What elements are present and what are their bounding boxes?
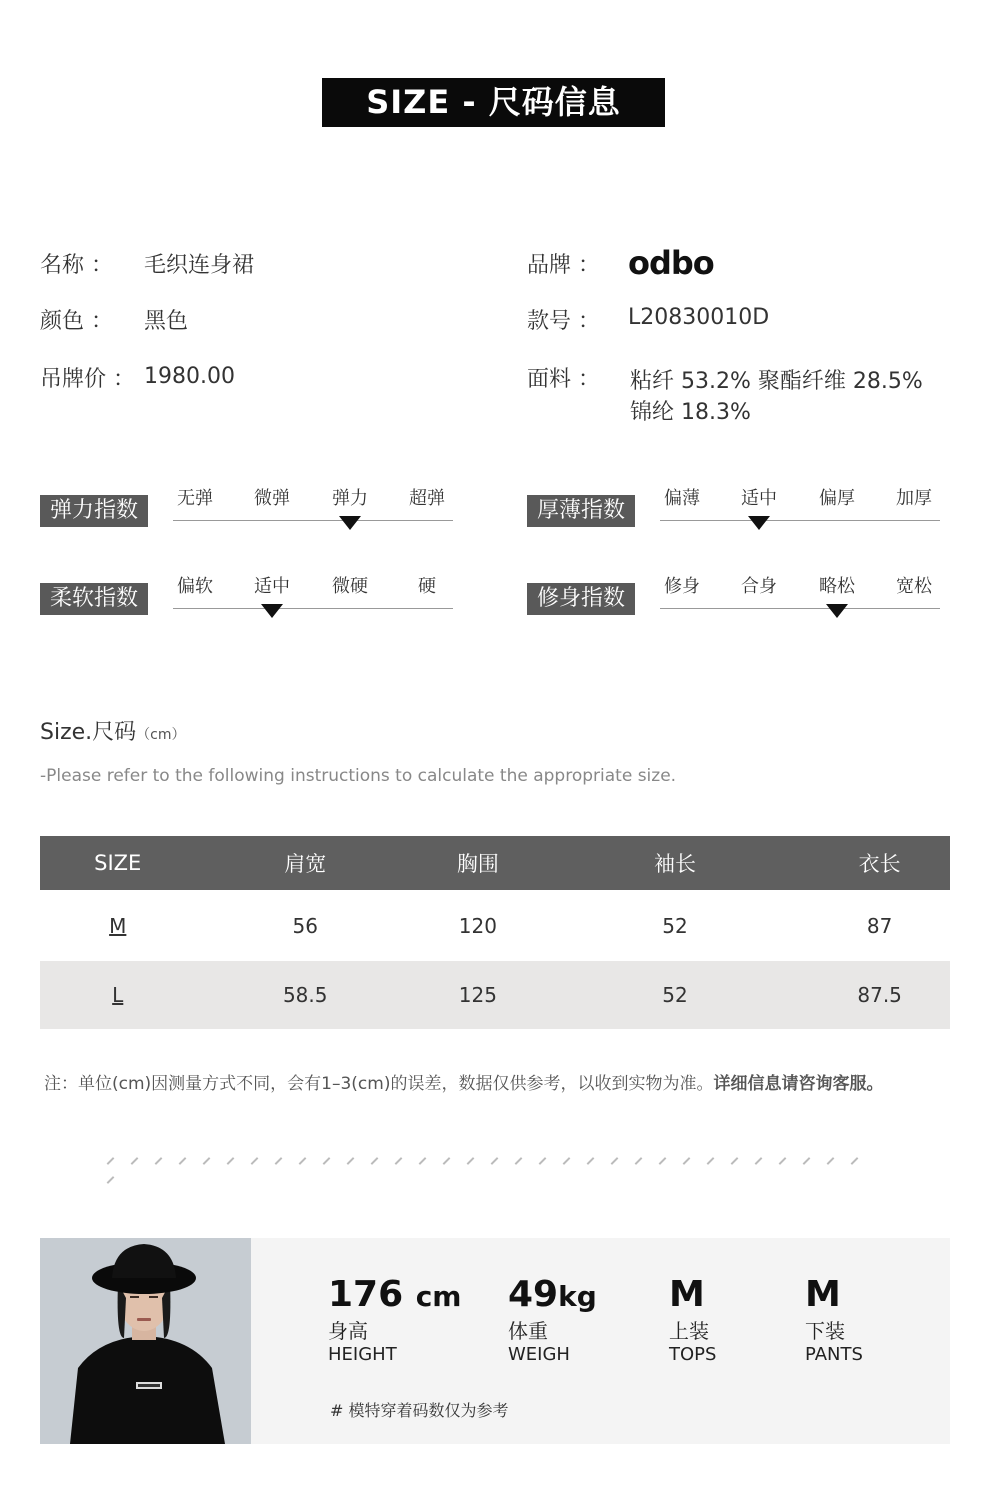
name-value: 毛织连身裙 (144, 253, 255, 278)
sku-value: L20830010D (628, 305, 770, 330)
scale-option: 无弹 (177, 488, 213, 509)
scale-option: 微硬 (332, 576, 368, 597)
scale-option: 合身 (741, 576, 777, 597)
divider-dash (683, 1157, 691, 1165)
divider-dash (611, 1157, 619, 1165)
scale-option: 适中 (741, 488, 777, 509)
chest-cell: 125 (415, 961, 541, 1029)
elasticity-scale (40, 480, 460, 540)
color-label: 颜色 ： (40, 309, 113, 334)
size-cell: M (40, 890, 195, 961)
scale-option: 修身 (664, 576, 700, 597)
divider-dash (179, 1157, 187, 1165)
size-section-title (40, 715, 186, 746)
scale-line (173, 520, 453, 521)
divider-dash (803, 1157, 811, 1165)
footnote-bold: 详细信息请咨询客服。 (713, 1074, 884, 1094)
scale-label: 修身指数 (527, 583, 635, 615)
sku-label: 款号 ： (527, 309, 600, 334)
divider-dash (779, 1157, 787, 1165)
stat-tops (669, 1274, 716, 1365)
scale-option: 宽松 (896, 576, 932, 597)
size-unit: （cm） (136, 727, 186, 743)
brand-logo: odbo (628, 244, 714, 282)
dashed-divider (106, 1150, 886, 1166)
scale-option: 硬 (418, 576, 436, 597)
height-cn: 身高 (328, 1319, 368, 1343)
sleeve-cell: 52 (541, 961, 810, 1029)
divider-dash (347, 1157, 355, 1165)
model-note: # 模特穿着码数仅为参考 (330, 1401, 509, 1420)
length-cell: 87 (809, 890, 950, 961)
divider-dash (371, 1157, 379, 1165)
divider-dash (659, 1157, 667, 1165)
name-label: 名称 ： (40, 253, 113, 278)
height-unit: cm (415, 1280, 462, 1313)
color-value: 黑色 (144, 309, 189, 334)
size-cell: L (40, 961, 195, 1029)
scale-marker-icon (261, 604, 283, 618)
scale-option: 偏薄 (664, 488, 700, 509)
scale-line (660, 520, 940, 521)
divider-dash (539, 1157, 547, 1165)
tops-en: TOPS (669, 1344, 717, 1365)
divider-dash (107, 1176, 115, 1184)
scale-option: 略松 (819, 576, 855, 597)
fabric-label: 面料 ： (527, 367, 600, 392)
weight-en: WEIGH (508, 1344, 570, 1365)
scale-line (660, 608, 940, 609)
divider-dash (707, 1157, 715, 1165)
stat-pants (805, 1274, 863, 1365)
divider-dash (587, 1157, 595, 1165)
size-instruction: -Please refer to the following instructions to calculate the appropriate size. (40, 766, 677, 786)
scale-option: 弹力 (332, 488, 368, 509)
scale-label: 厚薄指数 (527, 495, 635, 527)
fit-scale (527, 568, 947, 628)
height-en: HEIGHT (328, 1344, 397, 1365)
page-title-banner: SIZE - 尺码信息 (322, 78, 665, 127)
scale-label: 弹力指数 (40, 495, 148, 527)
scale-marker-icon (339, 516, 361, 530)
brand-label: 品牌 ： (527, 253, 600, 278)
table-row (40, 961, 950, 1029)
divider-dash (251, 1157, 259, 1165)
shoulder-cell: 58.5 (195, 961, 415, 1029)
divider-dash (443, 1157, 451, 1165)
col-header-size: SIZE (40, 836, 195, 890)
weight-number: 49 (508, 1274, 559, 1315)
stat-weight (508, 1274, 597, 1365)
col-header-shoulder: 肩宽 (195, 836, 415, 890)
divider-dash (275, 1157, 283, 1165)
scale-option: 超弹 (409, 488, 445, 509)
divider-dash (731, 1157, 739, 1165)
length-cell: 87.5 (809, 961, 950, 1029)
divider-dash (419, 1157, 427, 1165)
scale-line (173, 608, 453, 609)
scale-marker-icon (826, 604, 848, 618)
divider-dash (491, 1157, 499, 1165)
sleeve-cell: 52 (541, 890, 810, 961)
scale-option: 偏软 (177, 576, 213, 597)
col-header-chest: 胸围 (415, 836, 541, 890)
weight-cn: 体重 (508, 1319, 548, 1343)
divider-dash (131, 1157, 139, 1165)
fabric-line-2: 锦纶 18.3% (630, 400, 751, 425)
scale-marker-icon (748, 516, 770, 530)
col-header-length: 衣长 (809, 836, 950, 890)
size-title-text: Size.尺码 (40, 720, 137, 745)
divider-dash (635, 1157, 643, 1165)
model-illustration (40, 1238, 251, 1444)
price-label: 吊牌价 ： (40, 367, 135, 392)
divider-dash (299, 1157, 307, 1165)
col-header-sleeve: 袖长 (541, 836, 810, 890)
scale-option: 微弹 (254, 488, 290, 509)
footnote (44, 1069, 883, 1094)
divider-dash (323, 1157, 331, 1165)
divider-dash (155, 1157, 163, 1165)
table-row (40, 890, 950, 961)
divider-dash (467, 1157, 475, 1165)
model-photo (40, 1238, 251, 1444)
softness-scale (40, 568, 460, 628)
footnote-text: 注：单位(cm)因测量方式不同，会有1–3(cm)的误差，数据仅供参考，以收到实物为准。 (44, 1074, 714, 1094)
thickness-scale (527, 480, 947, 540)
divider-dash (563, 1157, 571, 1165)
divider-dash (827, 1157, 835, 1165)
divider-dash (395, 1157, 403, 1165)
scale-option: 适中 (254, 576, 290, 597)
weight-unit: kg (558, 1280, 597, 1313)
divider-dash (227, 1157, 235, 1165)
divider-dash (851, 1157, 859, 1165)
stat-height (328, 1274, 461, 1365)
shoulder-cell: 56 (195, 890, 415, 961)
scale-option: 偏厚 (819, 488, 855, 509)
height-number: 176 (328, 1274, 404, 1315)
price-value: 1980.00 (144, 364, 235, 389)
divider-dash (515, 1157, 523, 1165)
divider-dash (755, 1157, 763, 1165)
divider-dash (107, 1157, 115, 1165)
chest-cell: 120 (415, 890, 541, 961)
pants-cn: 下装 (805, 1319, 845, 1343)
scale-label: 柔软指数 (40, 583, 148, 615)
size-table (40, 836, 950, 1029)
pants-size: M (805, 1274, 841, 1315)
divider-dash (203, 1157, 211, 1165)
tops-cn: 上装 (669, 1319, 709, 1343)
pants-en: PANTS (805, 1344, 863, 1365)
fabric-line-1: 粘纤 53.2% 聚酯纤维 28.5% (630, 369, 923, 394)
scale-option: 加厚 (896, 488, 932, 509)
size-table-header (40, 836, 950, 890)
tops-size: M (669, 1274, 705, 1315)
